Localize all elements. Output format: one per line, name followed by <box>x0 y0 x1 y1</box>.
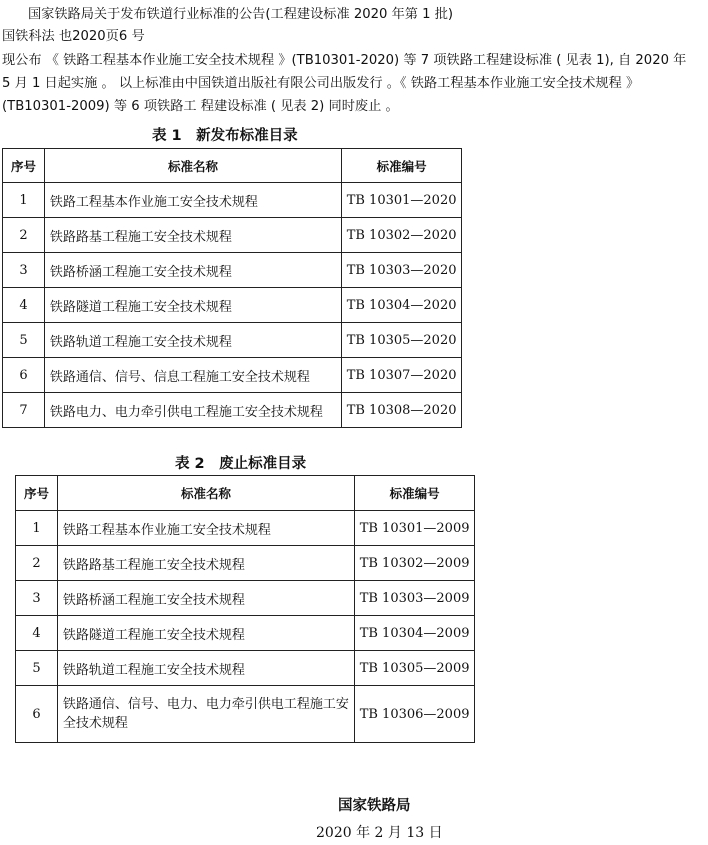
table-row <box>16 651 475 686</box>
table2-header-no: 序号 <box>16 476 58 511</box>
standard-code: TB 10304—2009 <box>355 616 475 651</box>
body-text-line-2: 5 月 1 日起实施 。 以上标准由中国铁道出版社有限公司出版发行 。《 铁路工程基本作业施工安全技术规程 》 <box>2 76 640 91</box>
table2-header-row <box>16 476 475 511</box>
table2-header-name: 标准名称 <box>57 476 354 511</box>
standard-name: 铁路通信、信号、电力、电力牵引供电工程施工安全技术规程 <box>57 686 354 743</box>
table-row <box>16 546 475 581</box>
table-row <box>3 358 462 393</box>
table2-abolished-standards <box>15 475 475 743</box>
standard-name: 铁路工程基本作业施工安全技术规程 <box>57 511 354 546</box>
standard-code: TB 10302—2020 <box>342 218 462 253</box>
row-number: 5 <box>16 651 58 686</box>
body-text-line-3: (TB10301-2009) 等 6 项铁路工 程建设标准 ( 见表 2) 同时废止 。 <box>2 99 399 114</box>
table-row <box>3 393 462 428</box>
standard-code: TB 10307—2020 <box>342 358 462 393</box>
body-text-line-1: 现公布 《 铁路工程基本作业施工安全技术规程 》(TB10301-2020) 等 7 项铁路工程建设标准 ( 见表 1), 自 2020 年 <box>2 53 687 68</box>
standard-code: TB 10303—2009 <box>355 581 475 616</box>
standard-name: 铁路隧道工程施工安全技术规程 <box>57 616 354 651</box>
table1-caption: 表 1 新发布标准目录 <box>152 128 298 144</box>
table2-header-code: 标准编号 <box>355 476 475 511</box>
standard-code: TB 10303—2020 <box>342 253 462 288</box>
table-row <box>16 686 475 743</box>
standard-code: TB 10301—2020 <box>342 183 462 218</box>
standard-name: 铁路轨道工程施工安全技术规程 <box>57 651 354 686</box>
table-row <box>3 288 462 323</box>
standard-name: 铁路工程基本作业施工安全技术规程 <box>44 183 341 218</box>
standard-name: 铁路轨道工程施工安全技术规程 <box>44 323 341 358</box>
table1-header-name: 标准名称 <box>44 149 341 183</box>
document-number: 国铁科法 也2020页6 号 <box>2 29 145 44</box>
standard-code: TB 10302—2009 <box>355 546 475 581</box>
row-number: 6 <box>16 686 58 743</box>
table-row <box>3 323 462 358</box>
table-row <box>3 253 462 288</box>
standard-name: 铁路桥涵工程施工安全技术规程 <box>44 253 341 288</box>
table2-caption: 表 2 废止标准目录 <box>175 456 307 472</box>
row-number: 5 <box>3 323 45 358</box>
table1-new-standards <box>2 148 462 428</box>
row-number: 1 <box>16 511 58 546</box>
table-row <box>3 218 462 253</box>
row-number: 3 <box>16 581 58 616</box>
table-row <box>16 581 475 616</box>
standard-name: 铁路路基工程施工安全技术规程 <box>44 218 341 253</box>
row-number: 2 <box>16 546 58 581</box>
notice-title: 国家铁路局关于发布铁道行业标准的公告(工程建设标准 2020 年第 1 批) <box>28 7 454 22</box>
standard-name: 铁路电力、电力牵引供电工程施工安全技术规程 <box>44 393 341 428</box>
row-number: 7 <box>3 393 45 428</box>
issuer-name: 国家铁路局 <box>338 798 411 814</box>
standard-code: TB 10305—2009 <box>355 651 475 686</box>
table-row <box>16 511 475 546</box>
table1-header-code: 标准编号 <box>342 149 462 183</box>
standard-name: 铁路桥涵工程施工安全技术规程 <box>57 581 354 616</box>
row-number: 4 <box>3 288 45 323</box>
table-row <box>16 616 475 651</box>
table1-header-row <box>3 149 462 183</box>
standard-code: TB 10304—2020 <box>342 288 462 323</box>
standard-code: TB 10306—2009 <box>355 686 475 743</box>
table1-header-no: 序号 <box>3 149 45 183</box>
row-number: 6 <box>3 358 45 393</box>
standard-name: 铁路路基工程施工安全技术规程 <box>57 546 354 581</box>
standard-code: TB 10308—2020 <box>342 393 462 428</box>
standard-code: TB 10301—2009 <box>355 511 475 546</box>
row-number: 4 <box>16 616 58 651</box>
row-number: 1 <box>3 183 45 218</box>
table-row <box>3 183 462 218</box>
standard-name: 铁路通信、信号、信息工程施工安全技术规程 <box>44 358 341 393</box>
row-number: 3 <box>3 253 45 288</box>
issue-date: 2020 年 2 月 13 日 <box>316 825 443 841</box>
standard-name: 铁路隧道工程施工安全技术规程 <box>44 288 341 323</box>
standard-code: TB 10305—2020 <box>342 323 462 358</box>
row-number: 2 <box>3 218 45 253</box>
